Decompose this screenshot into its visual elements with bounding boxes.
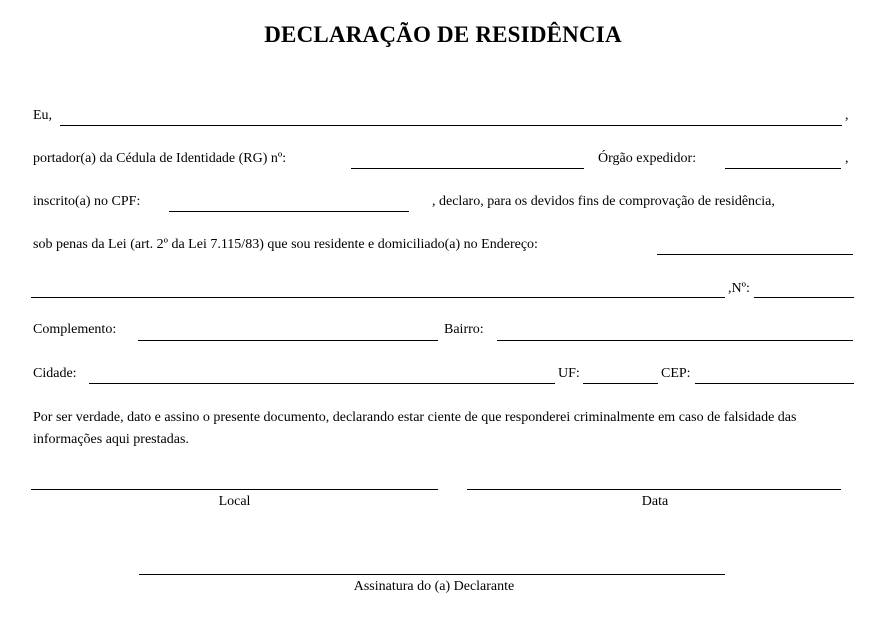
number-field[interactable] [754,297,854,298]
cpf-label: inscrito(a) no CPF: [33,194,141,209]
local-signature-line[interactable] [31,489,438,490]
date-signature-line[interactable] [467,489,841,490]
declarant-signature-caption: Assinatura do (a) Declarante [353,579,515,594]
date-caption: Data [641,494,669,509]
law-text: sob penas da Lei (art. 2º da Lei 7.115/83) que sou residente e domiciliado(a) no Endereço: [33,237,538,252]
state-label: UF: [558,366,580,381]
statement-paragraph: Por ser verdade, dato e assino o presente documento, declarando estar ciente de que responderei criminalmente em caso de falsidade das informações aqui prestadas. [33,410,797,447]
address-continuation-field[interactable] [31,297,725,298]
name-field[interactable] [60,125,842,126]
zipcode-label: CEP: [661,366,691,381]
declarant-signature-line[interactable] [139,574,725,575]
row2-comma: , [845,151,849,166]
local-caption: Local [218,494,251,509]
city-field[interactable] [89,383,555,384]
rg-label: portador(a) da Cédula de Identidade (RG) nº: [33,151,287,166]
row1-comma: , [845,108,849,123]
neighborhood-label: Bairro: [444,322,484,337]
cpf-field[interactable] [169,211,409,212]
number-label: ,Nº: [728,281,750,296]
document-title: DECLARAÇÃO DE RESIDÊNCIA [264,22,622,47]
address-field[interactable] [657,254,853,255]
complement-label: Complemento: [33,322,117,337]
zipcode-field[interactable] [695,383,854,384]
declaration-text: , declaro, para os devidos fins de comprovação de residência, [432,194,775,209]
rg-field[interactable] [351,168,584,169]
city-label: Cidade: [33,366,77,381]
complement-field[interactable] [138,340,438,341]
issuer-label: Órgão expedidor: [598,151,697,166]
issuer-field[interactable] [725,168,841,169]
state-field[interactable] [583,383,658,384]
name-label: Eu, [33,108,53,123]
neighborhood-field[interactable] [497,340,853,341]
